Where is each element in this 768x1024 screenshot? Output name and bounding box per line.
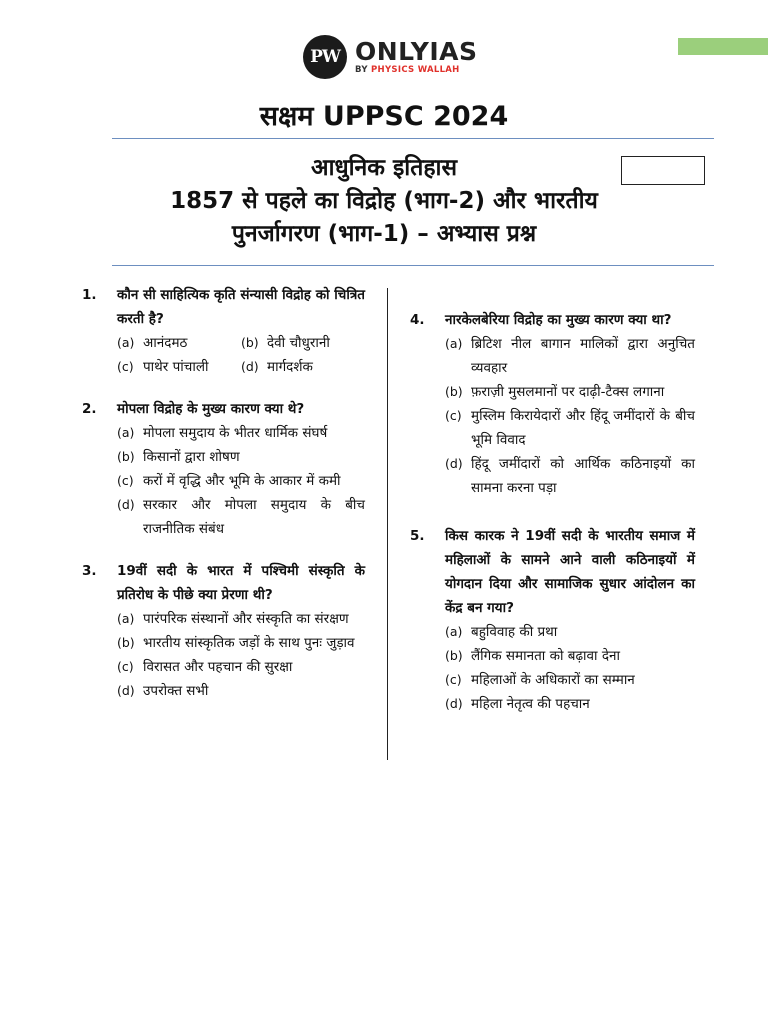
option bbox=[445, 452, 695, 500]
option bbox=[241, 355, 365, 379]
option-label: (d) bbox=[445, 696, 463, 711]
option-label: (d) bbox=[445, 456, 463, 471]
option-text: किसानों द्वारा शोषण bbox=[143, 449, 240, 465]
option-label: (a) bbox=[445, 624, 463, 639]
question-text: नारकेलबेरिया विद्रोह का मुख्य कारण क्या था? bbox=[445, 312, 672, 328]
brand-logo bbox=[303, 31, 477, 83]
option-text: महिलाओं के अधिकारों का सम्मान bbox=[471, 672, 635, 688]
question bbox=[82, 559, 365, 703]
question-text: कौन सी साहित्यिक कृति संन्यासी विद्रोह को चित्रित करती है? bbox=[117, 287, 365, 327]
question bbox=[410, 308, 695, 500]
option-text: फ़राज़ी मुसलमानों पर दाढ़ी-टैक्स लगाना bbox=[471, 384, 665, 400]
option-text: बहुविवाह की प्रथा bbox=[471, 624, 558, 640]
subject-line-3: पुनर्जागरण (भाग-1) – अभ्यास प्रश्न bbox=[231, 221, 537, 247]
option-label: (c) bbox=[117, 659, 134, 674]
option-label: (b) bbox=[445, 384, 463, 399]
option-text: सरकार और मोपला समुदाय के बीच राजनीतिक संबंध bbox=[143, 497, 365, 537]
option-label: (d) bbox=[241, 359, 259, 374]
option bbox=[445, 404, 695, 452]
option bbox=[117, 331, 241, 355]
question bbox=[82, 397, 365, 541]
pw-logo-icon: PW bbox=[303, 35, 347, 79]
left-column bbox=[82, 283, 365, 721]
question bbox=[82, 283, 365, 379]
option-label: (c) bbox=[445, 408, 462, 423]
option bbox=[445, 644, 695, 668]
option-label: (d) bbox=[117, 683, 135, 698]
option bbox=[117, 469, 365, 493]
option bbox=[117, 655, 365, 679]
option-label: (c) bbox=[445, 672, 462, 687]
brand-text bbox=[355, 39, 477, 75]
question-number: 4. bbox=[410, 312, 425, 328]
options bbox=[445, 620, 695, 716]
corner-accent-bar bbox=[678, 38, 768, 55]
option-text: मार्गदर्शक bbox=[267, 359, 313, 375]
option-label: (b) bbox=[241, 335, 259, 350]
option-label: (c) bbox=[117, 473, 134, 488]
option-label: (a) bbox=[117, 335, 135, 350]
option-label: (d) bbox=[117, 497, 135, 512]
options bbox=[445, 332, 695, 500]
page-title: सक्षम UPPSC 2024 bbox=[259, 101, 509, 132]
options bbox=[117, 421, 365, 541]
subject-divider bbox=[112, 265, 714, 266]
option-text: लैंगिक समानता को बढ़ावा देना bbox=[471, 648, 620, 664]
brand-company: PHYSICS WALLAH bbox=[371, 65, 460, 75]
brand-by: BY bbox=[355, 65, 372, 75]
question-number: 2. bbox=[82, 401, 97, 417]
title-divider bbox=[112, 138, 714, 139]
brand-tagline bbox=[355, 65, 477, 75]
option-text: मोपला समुदाय के भीतर धार्मिक संघर्ष bbox=[143, 425, 328, 441]
blank-box bbox=[621, 156, 705, 185]
option bbox=[445, 668, 695, 692]
option bbox=[117, 493, 365, 541]
option bbox=[117, 679, 365, 703]
brand-name bbox=[355, 39, 477, 65]
options bbox=[117, 607, 365, 703]
option bbox=[445, 332, 695, 380]
option-label: (b) bbox=[117, 635, 135, 650]
question-text: किस कारक ने 19वीं सदी के भारतीय समाज में महिलाओं के सामने आने वाली कठिनाइयों में योगदान दिया और सामाजिक सुधार आंदोलन का केंद्र बन गया? bbox=[445, 528, 695, 616]
option-label: (c) bbox=[117, 359, 134, 374]
option-text: देवी चौधुरानी bbox=[267, 335, 330, 351]
options bbox=[117, 331, 365, 379]
brand-name-part1: ONLY bbox=[355, 37, 430, 66]
question-number: 5. bbox=[410, 528, 425, 544]
option bbox=[117, 445, 365, 469]
column-divider bbox=[387, 288, 388, 760]
option bbox=[117, 355, 241, 379]
option-label: (b) bbox=[117, 449, 135, 464]
option bbox=[445, 380, 695, 404]
option-label: (a) bbox=[445, 336, 463, 351]
option-text: पाथेर पांचाली bbox=[143, 359, 209, 375]
option-text: विरासत और पहचान की सुरक्षा bbox=[143, 659, 293, 675]
option-text: महिला नेतृत्व की पहचान bbox=[471, 696, 590, 712]
option bbox=[241, 331, 365, 355]
option-label: (a) bbox=[117, 611, 135, 626]
question-text: मोपला विद्रोह के मुख्य कारण क्या थे? bbox=[117, 401, 305, 417]
option-text: आनंदमठ bbox=[143, 335, 188, 351]
option bbox=[117, 631, 365, 655]
option-text: करों में वृद्धि और भूमि के आकार में कमी bbox=[143, 473, 341, 489]
question-number: 3. bbox=[82, 563, 97, 579]
option-label: (b) bbox=[445, 648, 463, 663]
subject-line-1: आधुनिक इतिहास bbox=[310, 155, 458, 181]
option-text: ब्रिटिश नील बागान मालिकों द्वारा अनुचित व्यवहार bbox=[471, 336, 695, 376]
option bbox=[445, 692, 695, 716]
option bbox=[445, 620, 695, 644]
option-text: हिंदू जमींदारों को आर्थिक कठिनाइयों का सामना करना पड़ा bbox=[471, 456, 695, 496]
question bbox=[410, 524, 695, 716]
option-text: मुस्लिम किरायेदारों और हिंदू जमींदारों के बीच भूमि विवाद bbox=[471, 408, 695, 448]
option bbox=[117, 607, 365, 631]
option-text: पारंपरिक संस्थानों और संस्कृति का संरक्षण bbox=[143, 611, 349, 627]
question-number: 1. bbox=[82, 287, 97, 303]
right-column bbox=[410, 308, 695, 734]
option bbox=[117, 421, 365, 445]
subject-line-2: 1857 से पहले का विद्रोह (भाग-2) और भारतीय bbox=[170, 188, 598, 214]
brand-name-part2: IAS bbox=[429, 37, 478, 66]
option-text: भारतीय सांस्कृतिक जड़ों के साथ पुनः जुड़ाव bbox=[143, 635, 355, 651]
question-text: 19वीं सदी के भारत में पश्चिमी संस्कृति के प्रतिरोध के पीछे क्या प्रेरणा थी? bbox=[117, 563, 365, 603]
option-label: (a) bbox=[117, 425, 135, 440]
option-text: उपरोक्त सभी bbox=[143, 683, 209, 699]
